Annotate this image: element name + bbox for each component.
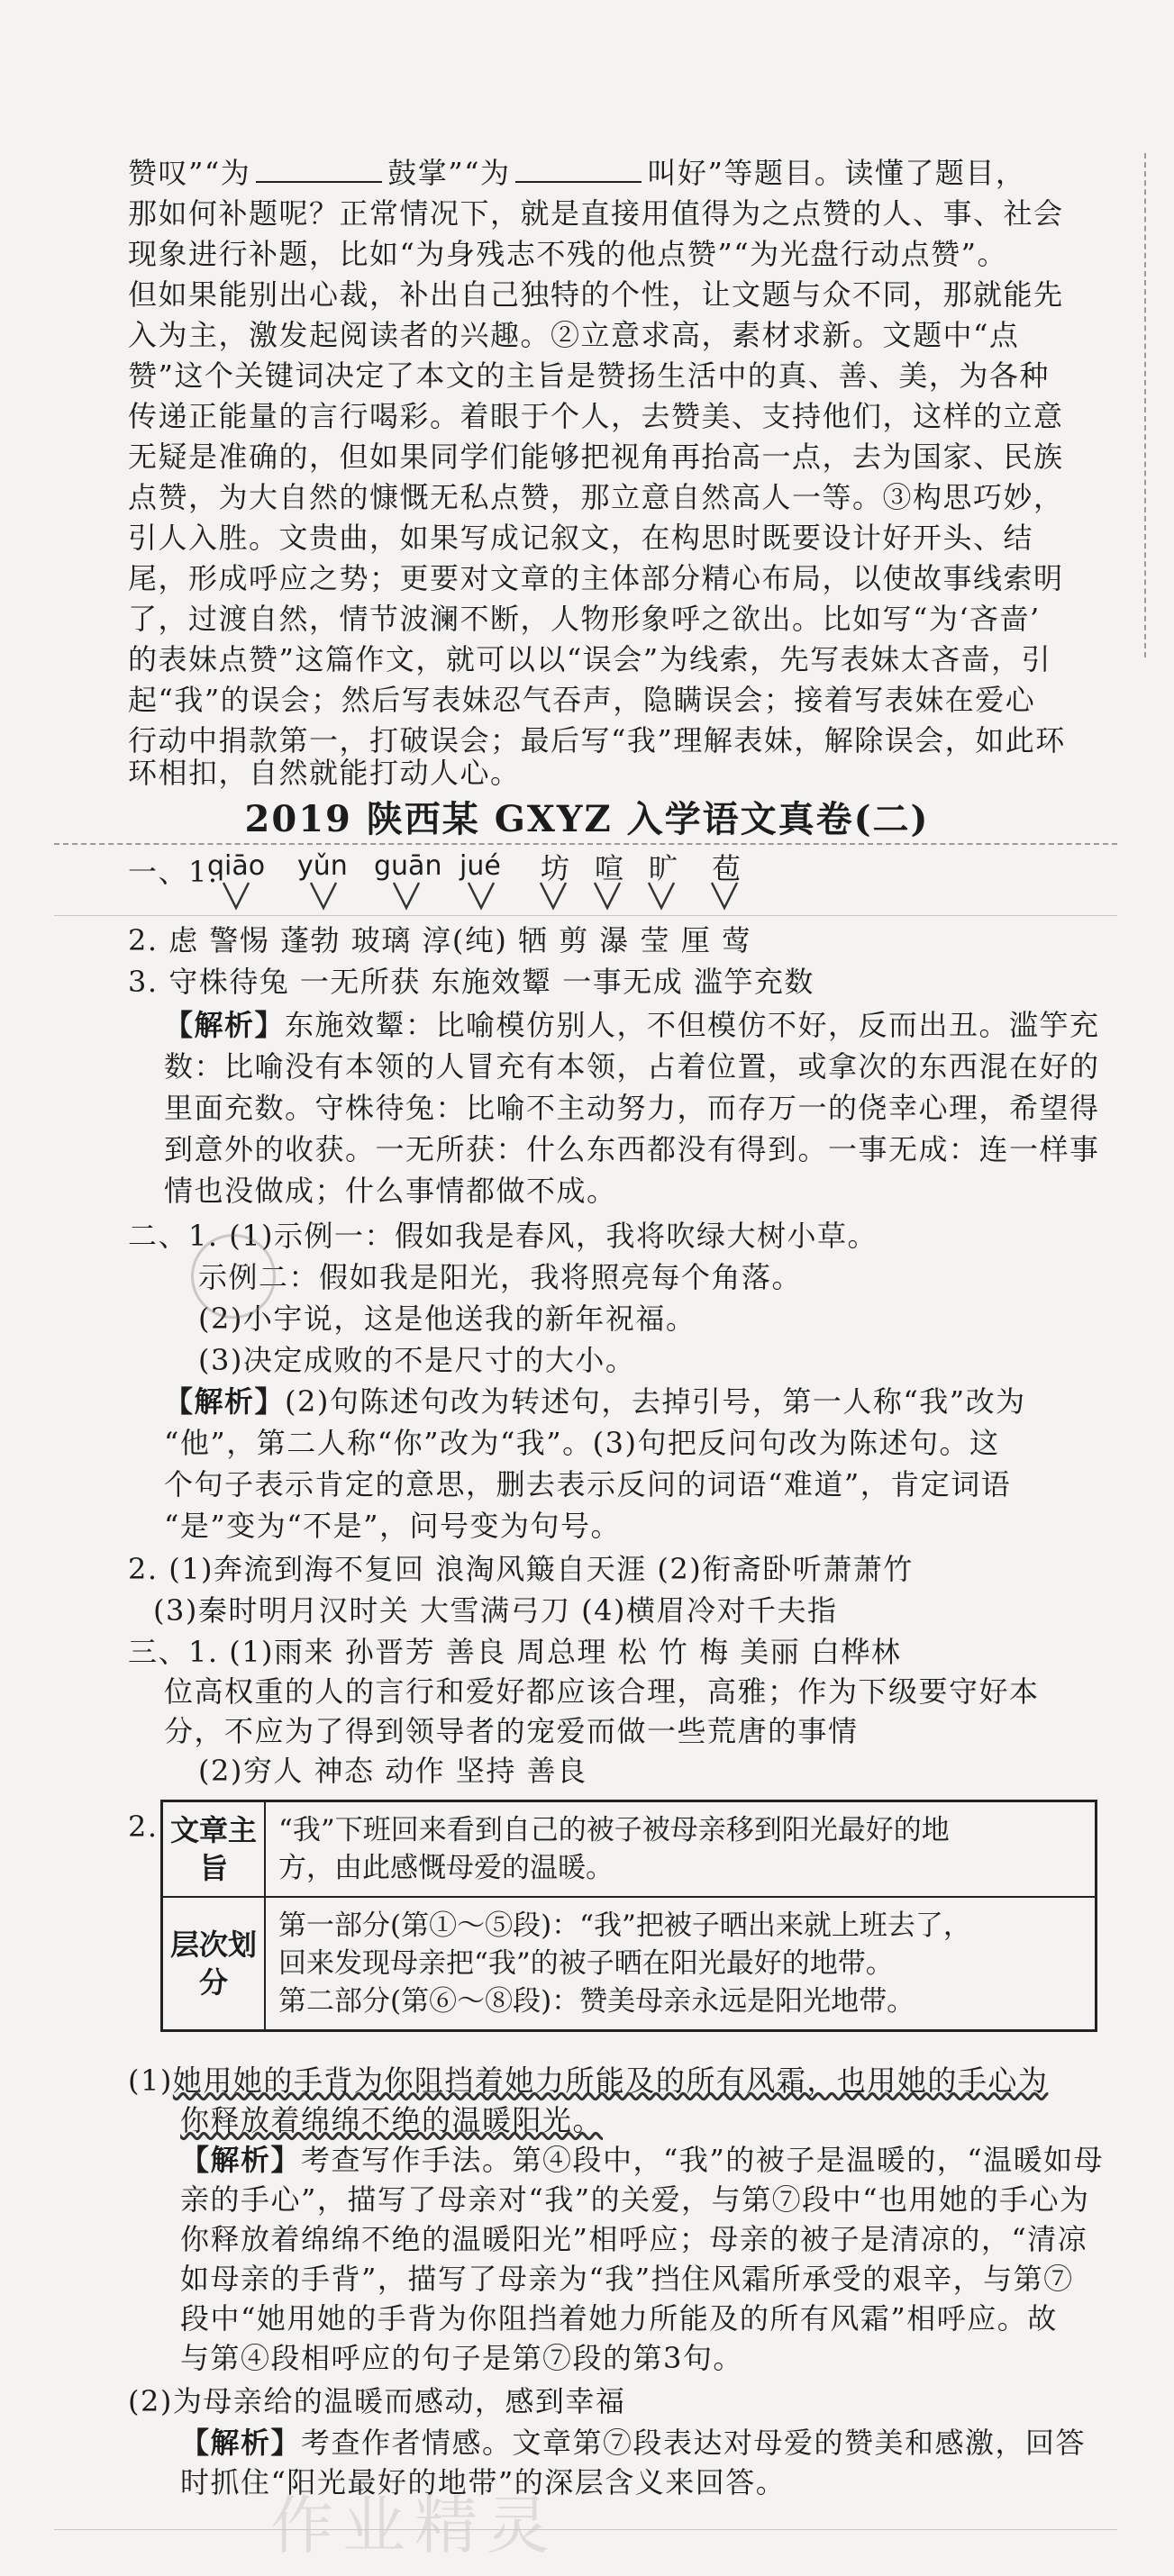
analysis-4-line: 时抓住“阳光最好的地带”的深层含义来回答。 bbox=[180, 2465, 787, 2499]
passage-line: 入为主，激发起阅读者的兴趣。②立意求高，素材求新。文题中“点 bbox=[128, 318, 1020, 352]
passage-fragment: 叫好”等题目。读懂了题目， bbox=[647, 156, 1026, 190]
table-text-line: 第一部分(第①～⑤段)：“我”把被子晒出来就上班去了， bbox=[278, 1909, 971, 1942]
passage-fragment: 赞叹”“为 bbox=[128, 156, 251, 190]
table-row bbox=[162, 1801, 1097, 1898]
analysis-3-line: 如母亲的手背”，描写了母亲为“我”挡住风霜所承受的艰辛，与第⑦ bbox=[180, 2262, 1074, 2296]
passage-line: 的表妹点赞”这篇作文，就可以以“误会”为线索，先写表妹太吝啬，引 bbox=[128, 642, 1052, 676]
q1-1-label: 一、1. bbox=[128, 855, 219, 889]
passage-line: 传递正能量的言行喝彩。着眼于个人，去赞美、支持他们，这样的立意 bbox=[128, 399, 1064, 433]
analysis-2-line bbox=[164, 1383, 1026, 1420]
char-1: 坊 bbox=[541, 851, 571, 885]
table-head-cell: 层次划分 bbox=[162, 1897, 266, 2031]
table-text-line: 方，由此感慨母爱的温暖。 bbox=[278, 1852, 614, 1884]
q2-1-line: (3)决定成败的不是尺寸的大小。 bbox=[198, 1343, 636, 1377]
wavy-answer: 你释放着绵绵不绝的温暖阳光。 bbox=[180, 2103, 604, 2137]
sub-label: (1) bbox=[128, 2064, 173, 2098]
analysis-3-line bbox=[180, 2142, 1104, 2178]
passage-line: 现象进行补题，比如“为身残志不残的他点赞”“为光盘行动点赞”。 bbox=[128, 237, 1007, 271]
analysis-text: 考查写作手法。第④段中，“我”的被子是温暖的，“温暖如母 bbox=[301, 2143, 1105, 2177]
row-rule bbox=[54, 915, 1117, 916]
q2-1-line: 二、1. (1)示例一：假如我是春风，我将吹绿大树小草。 bbox=[128, 1219, 878, 1253]
q3-2-2-line: (2)为母亲给的温暖而感动，感到幸福 bbox=[128, 2384, 626, 2418]
analysis-1-line: 数：比喻没有本领的人冒充有本领，占着位置，或拿次的东西混在好的 bbox=[164, 1049, 1100, 1084]
analysis-tag: 【解析】 bbox=[164, 1008, 286, 1042]
passage-line: 但如果能别出心裁，补出自己独特的个性，让文题与众不同，那就能先 bbox=[128, 277, 1064, 312]
q3-1-line: (2)穷人 神态 动作 坚持 善良 bbox=[198, 1754, 587, 1788]
pinyin-4: jué bbox=[460, 850, 501, 882]
table-row bbox=[162, 1897, 1097, 2031]
analysis-text: 考查作者情感。文章第⑦段表达对母爱的赞美和感激，回答 bbox=[301, 2426, 1087, 2460]
table-text-line: 回来发现母亲把“我”的被子晒在阳光最好的地带。 bbox=[278, 1947, 894, 1980]
pinyin-1: qiāo bbox=[207, 850, 266, 882]
table-text-line: “我”下班回来看到自己的被子被母亲移到阳光最好的地 bbox=[278, 1814, 950, 1846]
q2-2-line: (3)秦时明月汉时关 大雪满弓刀 (4)横眉冷对千夫指 bbox=[153, 1593, 838, 1628]
wavy-answer: 她用她的手背为你阻挡着她力所能及的所有风霜，也用她的手心为 bbox=[172, 2064, 1049, 2098]
analysis-text: 东施效颦：比喻模仿别人，不但模仿不好，反而出丑。滥竽充 bbox=[285, 1008, 1100, 1042]
passage-line-last: 环相扣，自然就能打动人心。 bbox=[128, 756, 521, 790]
passage-line: 赞”这个关键词决定了本文的主旨是赞扬生活中的真、善、美，为各种 bbox=[128, 358, 1050, 393]
exam-title: 2019 陕西某 GXYZ 入学语文真卷(二) bbox=[244, 798, 930, 840]
analysis-1-line: 到意外的收获。一无所获：什么东西都没有得到。一事无成：连一样事 bbox=[164, 1132, 1100, 1166]
q2-1-line: (2)小宇说，这是他送我的新年祝福。 bbox=[198, 1302, 696, 1336]
table-head-cell: 文章主旨 bbox=[162, 1801, 266, 1898]
analysis-text: (2)句陈述句改为转述句，去掉引号，第一人称“我”改为 bbox=[285, 1384, 1026, 1419]
q3-1-line: 分，不应为了得到领导者的宠爱而做一些荒唐的事情 bbox=[164, 1714, 859, 1748]
analysis-tag: 【解析】 bbox=[180, 2143, 302, 2177]
watermark: 作业精灵 bbox=[270, 2489, 559, 2562]
passage-line: 尾，形成呼应之势；更要对文章的主体部分精心布局，以使故事线索明 bbox=[128, 561, 1064, 595]
margin-dashed-line bbox=[1144, 153, 1146, 658]
pinyin-2: yǔn bbox=[297, 850, 348, 882]
analysis-tag: 【解析】 bbox=[164, 1384, 286, 1419]
section-divider bbox=[54, 843, 1117, 845]
char-4: 苞 bbox=[712, 851, 742, 885]
q2-2-line: 2. (1)奔流到海不复回 浪淘风簸自天涯 (2)衔斋卧听萧萧竹 bbox=[128, 1552, 914, 1586]
passage-line: 无疑是准确的，但如果同学们能够把视角再抬高一点，去为国家、民族 bbox=[128, 440, 1064, 474]
table-text-line: 第二部分(第⑥～⑧段)：赞美母亲永远是阳光地带。 bbox=[278, 1985, 915, 2018]
analysis-3-line: 亲的手心”，描写了母亲对“我”的关爱，与第⑦段中“也用她的手心为 bbox=[180, 2182, 1090, 2217]
faint-stamp-icon bbox=[191, 1234, 276, 1319]
passage-line: 行动中捐款第一，打破误会；最后写“我”理解表妹，解除误会，如此环 bbox=[128, 723, 1066, 757]
q3-1-line: 位高权重的人的言行和爱好都应该合理，高雅；作为下级要守好本 bbox=[164, 1674, 1040, 1709]
passage-line: 起“我”的误会；然后写表妹忍气吞声，隐瞒误会；接着写表妹在爱心 bbox=[128, 683, 1036, 717]
analysis-1-line bbox=[164, 1007, 1100, 1043]
summary-table bbox=[160, 1800, 1097, 2032]
char-2: 喧 bbox=[595, 851, 625, 885]
analysis-2-line: “他”，第二人称“你”改为“我”。(3)句把反问句改为陈述句。这 bbox=[164, 1426, 1000, 1460]
q2-1-line: 示例二：假如我是阳光，我将照亮每个角落。 bbox=[198, 1260, 803, 1294]
analysis-2-line: “是”变为“不是”，问号变为句号。 bbox=[164, 1509, 621, 1543]
analysis-3-line: 与第④段相呼应的句子是第⑦段的第3句。 bbox=[180, 2341, 743, 2375]
table-body-cell bbox=[265, 1897, 1097, 2031]
analysis-3-line: 你释放着绵绵不绝的温暖阳光”相呼应；母亲的被子是清凉的，“清凉 bbox=[180, 2222, 1088, 2256]
analysis-1-line: 里面充数。守株待兔：比喻不主动努力，而存万一的侥幸心理，希望得 bbox=[164, 1091, 1100, 1125]
pinyin-3: guān bbox=[374, 850, 442, 882]
passage-fragment: 鼓掌”“为 bbox=[387, 156, 511, 190]
q1-3-answer: 3. 守株待兔 一无所获 东施效颦 一事无成 滥竽充数 bbox=[128, 965, 815, 999]
bottom-rule bbox=[54, 2529, 1117, 2530]
analysis-4-line bbox=[180, 2425, 1086, 2461]
q1-2-answer: 2. 虑 警惕 蓬勃 玻璃 淳(纯) 牺 剪 瀑 莹 厘 莺 bbox=[128, 923, 752, 957]
analysis-2-line: 个句子表示肯定的意思，删去表示反问的词语“难道”，肯定词语 bbox=[164, 1467, 1012, 1501]
passage-line: 那如何补题呢？正常情况下，就是直接用值得为之点赞的人、事、社会 bbox=[128, 196, 1064, 231]
passage-line: 了，过渡自然，情节波澜不断，人物形象呼之欲出。比如写“为‘吝啬’ bbox=[128, 602, 1041, 636]
analysis-3-line: 段中“她用她的手背为你阻挡着她力所能及的所有风霜”相呼应。故 bbox=[180, 2301, 1058, 2336]
analysis-tag: 【解析】 bbox=[180, 2426, 302, 2460]
q3-2-1-line bbox=[128, 2063, 1048, 2099]
passage-line: 点赞，为大自然的慷慨无私点赞，那立意自然高人一等。③构思巧妙， bbox=[128, 480, 1064, 514]
fill-blank bbox=[515, 156, 642, 183]
q3-1-line: 三、1. (1)雨来 孙晋芳 善良 周总理 松 竹 梅 美丽 白桦林 bbox=[128, 1635, 902, 1669]
fill-blank bbox=[256, 156, 382, 183]
char-3: 旷 bbox=[649, 851, 679, 885]
connector-lines bbox=[0, 881, 1174, 913]
passage-line: 引人入胜。文贵曲，如果写成记叙文，在构思时既要设计好开头、结 bbox=[128, 521, 1034, 555]
table-body-cell bbox=[265, 1801, 1097, 1898]
analysis-1-line: 情也没做成；什么事情都做不成。 bbox=[164, 1174, 617, 1208]
q3-2-label: 2. bbox=[128, 1810, 159, 1844]
passage-line bbox=[128, 155, 1025, 191]
